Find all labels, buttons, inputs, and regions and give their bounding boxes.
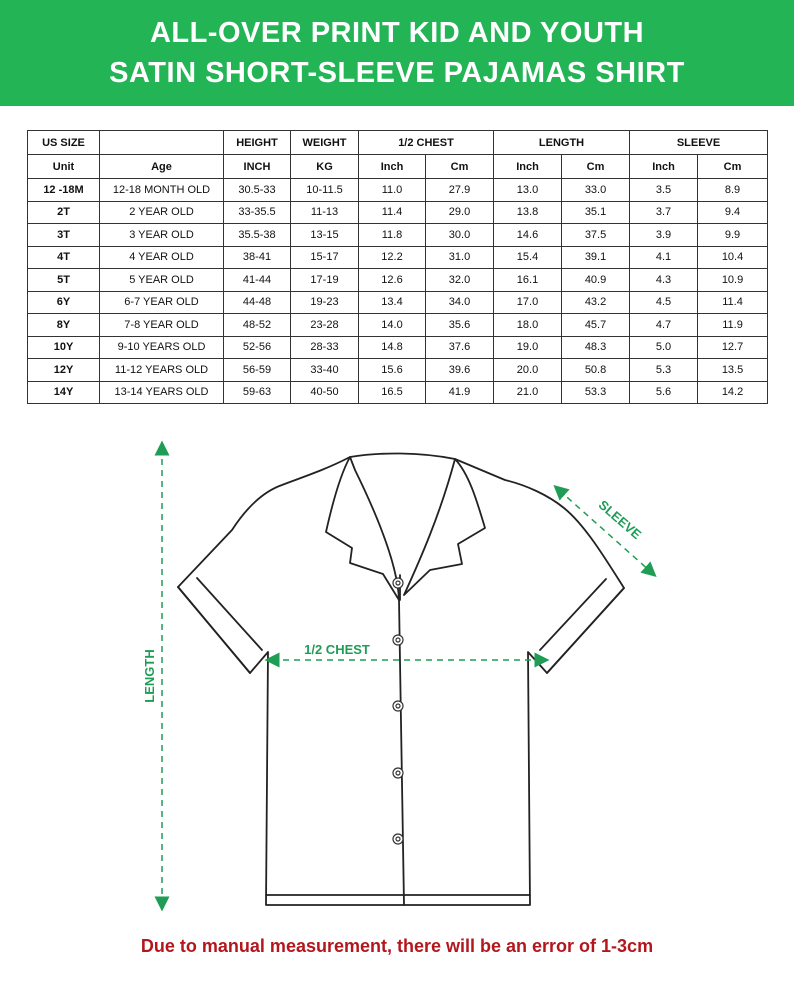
table-cell: 15.6 [359, 359, 426, 382]
table-cell: 32.0 [426, 269, 494, 292]
size-cell: 12 -18M [28, 179, 100, 202]
table-cell: 40-50 [291, 381, 359, 404]
table-cell: 41-44 [224, 269, 291, 292]
column-unit-header: Inch [359, 155, 426, 179]
table-cell: 14.6 [494, 224, 562, 247]
table-cell: 16.5 [359, 381, 426, 404]
table-cell: 35.1 [562, 201, 630, 224]
table-row [28, 314, 768, 337]
table-cell: 11.4 [698, 291, 768, 314]
size-chart [27, 130, 767, 404]
table-row [28, 224, 768, 247]
table-cell: 3.9 [630, 224, 698, 247]
column-unit-header: INCH [224, 155, 291, 179]
column-group-header: US SIZE [28, 131, 100, 155]
column-unit-header: Inch [630, 155, 698, 179]
table-cell: 5.6 [630, 381, 698, 404]
table-cell: 6-7 YEAR OLD [100, 291, 224, 314]
table-cell: 31.0 [426, 246, 494, 269]
table-cell: 12-18 MONTH OLD [100, 179, 224, 202]
table-cell: 3.7 [630, 201, 698, 224]
table-row [28, 381, 768, 404]
table-cell: 50.8 [562, 359, 630, 382]
chest-label: 1/2 CHEST [304, 642, 370, 657]
table-cell: 5 YEAR OLD [100, 269, 224, 292]
table-cell: 8.9 [698, 179, 768, 202]
column-group-header: SLEEVE [630, 131, 768, 155]
table-row [28, 201, 768, 224]
table-cell: 27.9 [426, 179, 494, 202]
size-cell: 5T [28, 269, 100, 292]
table-cell: 39.1 [562, 246, 630, 269]
table-cell: 5.3 [630, 359, 698, 382]
size-cell: 14Y [28, 381, 100, 404]
table-cell: 37.5 [562, 224, 630, 247]
table-cell: 33.0 [562, 179, 630, 202]
table-cell: 7-8 YEAR OLD [100, 314, 224, 337]
table-cell: 13-14 YEARS OLD [100, 381, 224, 404]
table-cell: 14.0 [359, 314, 426, 337]
table-cell: 16.1 [494, 269, 562, 292]
table-row [28, 269, 768, 292]
table-cell: 12.7 [698, 336, 768, 359]
size-cell: 10Y [28, 336, 100, 359]
table-cell: 11.0 [359, 179, 426, 202]
table-cell: 48.3 [562, 336, 630, 359]
length-label: LENGTH [142, 649, 157, 703]
table-cell: 45.7 [562, 314, 630, 337]
table-cell: 18.0 [494, 314, 562, 337]
table-cell: 13.5 [698, 359, 768, 382]
table-cell: 10-11.5 [291, 179, 359, 202]
table-cell: 15-17 [291, 246, 359, 269]
table-cell: 13.8 [494, 201, 562, 224]
table-cell: 3 YEAR OLD [100, 224, 224, 247]
table-cell: 19-23 [291, 291, 359, 314]
table-cell: 3.5 [630, 179, 698, 202]
table-cell: 13-15 [291, 224, 359, 247]
table-cell: 44-48 [224, 291, 291, 314]
table-cell: 9-10 YEARS OLD [100, 336, 224, 359]
column-group-header: LENGTH [494, 131, 630, 155]
table-cell: 11.9 [698, 314, 768, 337]
table-cell: 40.9 [562, 269, 630, 292]
column-unit-header: Unit [28, 155, 100, 179]
table-cell: 30.0 [426, 224, 494, 247]
table-row [28, 359, 768, 382]
table-cell: 39.6 [426, 359, 494, 382]
table-cell: 37.6 [426, 336, 494, 359]
table-cell: 14.8 [359, 336, 426, 359]
table-unit-header [28, 155, 768, 179]
table-cell: 10.9 [698, 269, 768, 292]
table-cell: 35.5-38 [224, 224, 291, 247]
table-cell: 13.4 [359, 291, 426, 314]
table-cell: 20.0 [494, 359, 562, 382]
table-cell: 38-41 [224, 246, 291, 269]
table-cell: 59-63 [224, 381, 291, 404]
column-group-header: WEIGHT [291, 131, 359, 155]
table-cell: 23-28 [291, 314, 359, 337]
table-cell: 13.0 [494, 179, 562, 202]
table-cell: 11.4 [359, 201, 426, 224]
column-unit-header: KG [291, 155, 359, 179]
column-unit-header: Age [100, 155, 224, 179]
table-cell: 19.0 [494, 336, 562, 359]
size-cell: 2T [28, 201, 100, 224]
table-cell: 28-33 [291, 336, 359, 359]
size-cell: 4T [28, 246, 100, 269]
sleeve-label: SLEEVE [595, 497, 645, 543]
page-title-line-2: SATIN SHORT-SLEEVE PAJAMAS SHIRT [109, 57, 685, 89]
table-group-header [28, 131, 768, 155]
table-cell: 12.2 [359, 246, 426, 269]
table-cell: 35.6 [426, 314, 494, 337]
size-cell: 6Y [28, 291, 100, 314]
table-cell: 12.6 [359, 269, 426, 292]
column-unit-header: Cm [698, 155, 768, 179]
size-table [27, 130, 768, 404]
table-cell: 5.0 [630, 336, 698, 359]
table-cell: 9.4 [698, 201, 768, 224]
size-cell: 12Y [28, 359, 100, 382]
table-cell: 4.3 [630, 269, 698, 292]
table-cell: 17-19 [291, 269, 359, 292]
size-cell: 8Y [28, 314, 100, 337]
shirt-diagram [0, 420, 794, 930]
table-cell: 4.5 [630, 291, 698, 314]
table-cell: 33-35.5 [224, 201, 291, 224]
size-cell: 3T [28, 224, 100, 247]
table-cell: 21.0 [494, 381, 562, 404]
table-row [28, 179, 768, 202]
table-cell: 30.5-33 [224, 179, 291, 202]
table-cell: 53.3 [562, 381, 630, 404]
table-cell: 11-12 YEARS OLD [100, 359, 224, 382]
column-unit-header: Cm [562, 155, 630, 179]
table-cell: 29.0 [426, 201, 494, 224]
table-cell: 4.1 [630, 246, 698, 269]
table-cell: 4.7 [630, 314, 698, 337]
table-cell: 2 YEAR OLD [100, 201, 224, 224]
table-row [28, 291, 768, 314]
table-cell: 14.2 [698, 381, 768, 404]
table-cell: 17.0 [494, 291, 562, 314]
title-banner [0, 0, 794, 106]
page-title-line-1: ALL-OVER PRINT KID AND YOUTH [149, 17, 645, 49]
table-cell: 52-56 [224, 336, 291, 359]
table-cell: 11-13 [291, 201, 359, 224]
table-cell: 56-59 [224, 359, 291, 382]
table-cell: 15.4 [494, 246, 562, 269]
table-cell: 48-52 [224, 314, 291, 337]
column-group-header [100, 131, 224, 155]
table-row [28, 246, 768, 269]
column-group-header: HEIGHT [224, 131, 291, 155]
column-unit-header: Cm [426, 155, 494, 179]
table-cell: 9.9 [698, 224, 768, 247]
table-cell: 34.0 [426, 291, 494, 314]
table-row [28, 336, 768, 359]
table-cell: 4 YEAR OLD [100, 246, 224, 269]
table-cell: 43.2 [562, 291, 630, 314]
table-cell: 11.8 [359, 224, 426, 247]
column-unit-header: Inch [494, 155, 562, 179]
table-cell: 10.4 [698, 246, 768, 269]
table-cell: 33-40 [291, 359, 359, 382]
column-group-header: 1/2 CHEST [359, 131, 494, 155]
table-cell: 41.9 [426, 381, 494, 404]
shirt-drawing [0, 420, 794, 930]
measurement-note: Due to manual measurement, there will be an error of 1-3cm [140, 936, 654, 956]
